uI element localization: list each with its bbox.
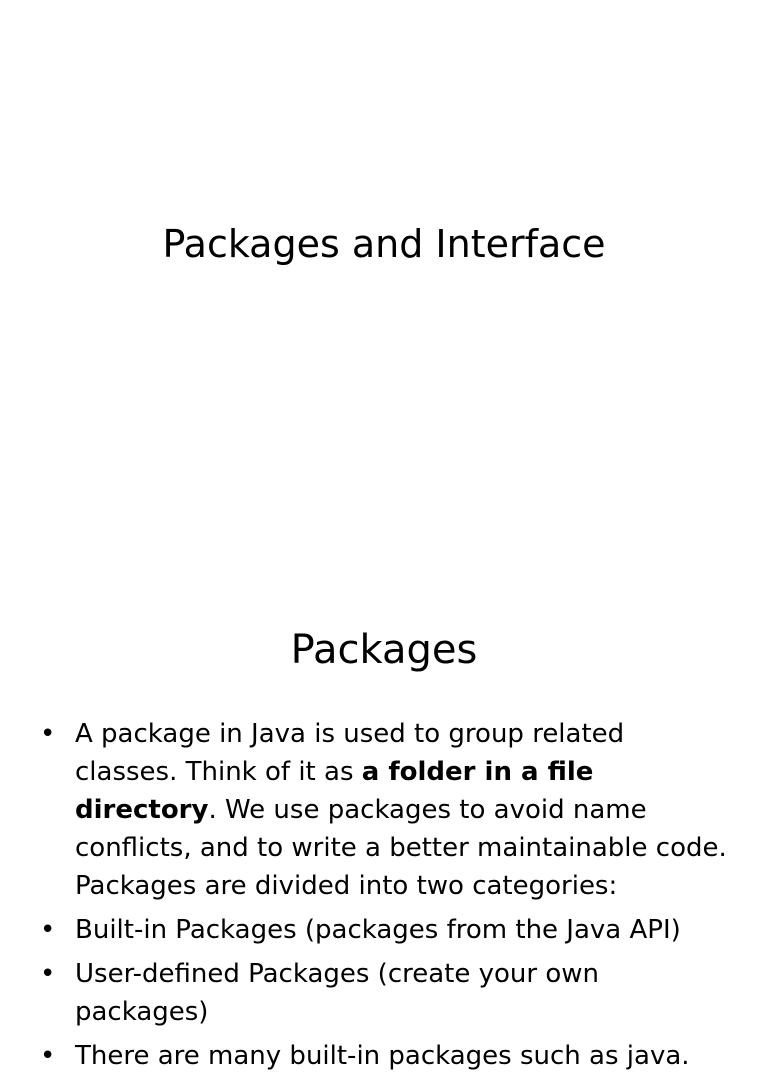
section-heading: Packages [290,627,478,673]
bullet-icon: • [40,959,56,989]
slide-title: Packages and Interface [162,222,606,266]
bullet-list [40,715,730,1081]
bullet-icon: • [40,915,56,945]
bullet-text: Built-in Packages (packages from the Java API) [75,915,681,945]
list-item [40,1037,730,1075]
bullet-icon: • [40,1041,56,1071]
list-item [40,715,730,905]
list-item [40,955,730,1031]
bullet-text: . We use packages to avoid name conflicts, and to write a better maintainable code. Packages are divided into two categories: [75,795,727,901]
bullet-bold-text: a folder in a file directory [75,757,594,825]
bullet-text: There are many built-in packages such as java. [75,1041,690,1071]
bullet-text: User-defined Packages (create your own packages) [75,959,599,1027]
bullet-icon: • [40,719,56,749]
list-item [40,911,730,949]
bullet-text: A package in Java is used to group related classes. Think of it as [75,719,625,787]
